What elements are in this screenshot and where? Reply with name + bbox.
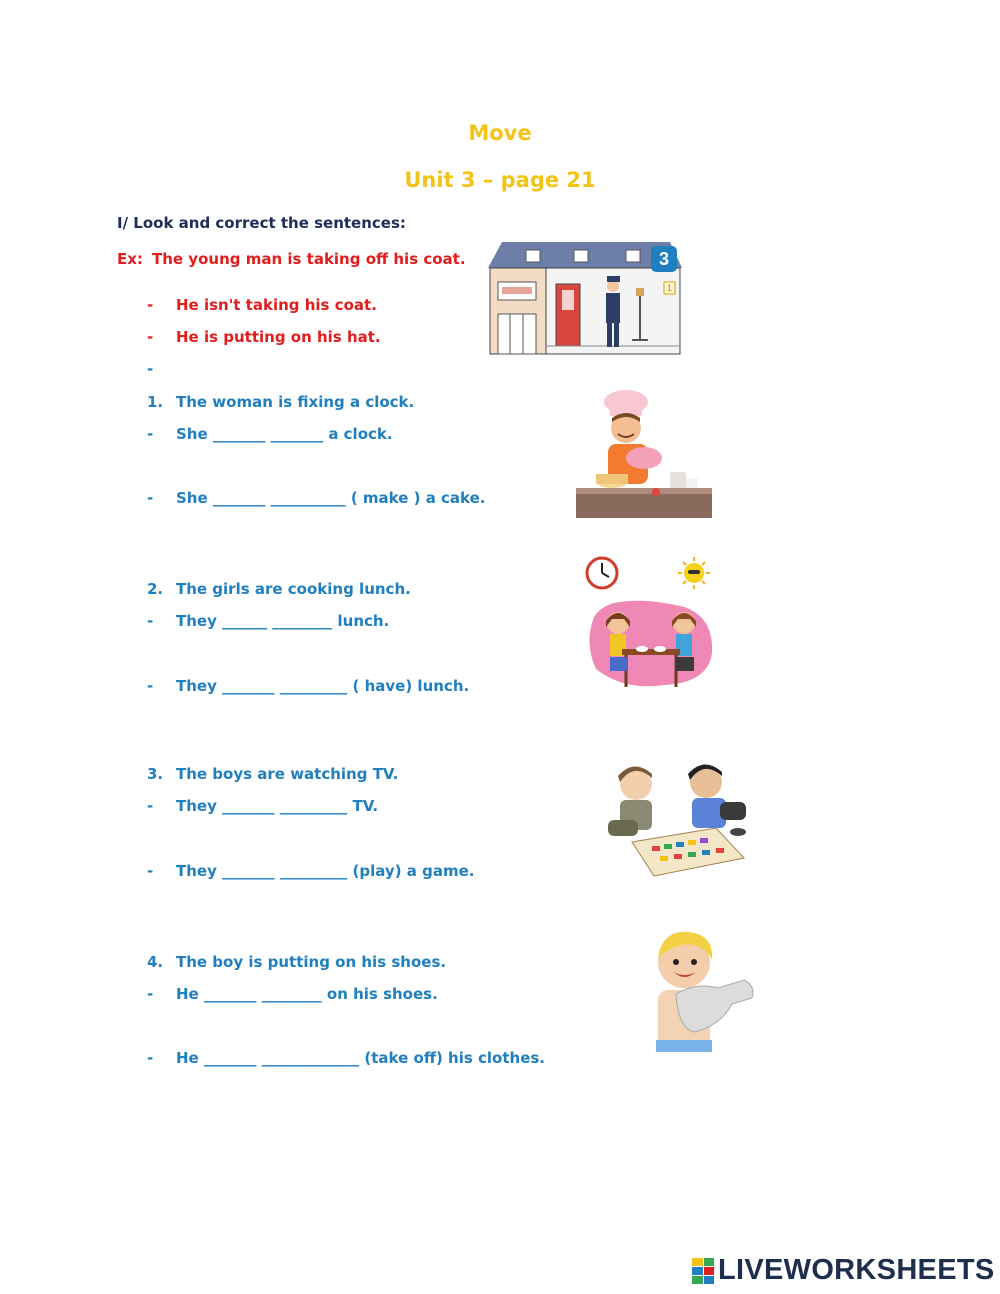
item-number: 3.	[147, 765, 164, 783]
dash-marker: -	[147, 797, 154, 815]
dash-marker: -	[147, 612, 154, 630]
item-sentence: The boy is putting on his shoes.	[176, 953, 447, 971]
house-illustration	[486, 238, 684, 356]
example-label: Ex:	[117, 250, 143, 268]
item-number: 2.	[147, 580, 164, 598]
example-sentence: The young man is taking off his coat.	[152, 250, 466, 268]
answer-line[interactable]: He _______ ________ on his shoes.	[176, 985, 438, 1003]
boy-clothes-illustration	[648, 928, 758, 1054]
logo-text: LIVEWORKSHEETS	[718, 1254, 995, 1286]
page-subtitle: Unit 3 – page 21	[404, 168, 596, 192]
example-answer-2: He is putting on his hat.	[176, 328, 381, 346]
instruction-heading: I/ Look and correct the sentences:	[117, 214, 406, 232]
dash-marker: -	[147, 296, 154, 314]
answer-line[interactable]: They ______ ________ lunch.	[176, 612, 390, 630]
answer-line[interactable]: She _______ __________ ( make ) a cake.	[176, 489, 486, 507]
house-small-badge: 1	[666, 283, 673, 293]
clock-icon	[584, 555, 624, 591]
sun-icon	[676, 556, 712, 590]
answer-line[interactable]: They _______ _________ (play) a game.	[176, 862, 475, 880]
liveworksheets-logo	[692, 1254, 995, 1287]
answer-line[interactable]: They _______ _________ ( have) lunch.	[176, 677, 470, 695]
item-sentence: The girls are cooking lunch.	[176, 580, 411, 598]
item-sentence: The boys are watching TV.	[176, 765, 399, 783]
item-number: 1.	[147, 393, 164, 411]
empty-dash: -	[147, 360, 154, 378]
dash-marker: -	[147, 1049, 154, 1067]
dash-marker: -	[147, 677, 154, 695]
item-sentence: The woman is fixing a clock.	[176, 393, 415, 411]
answer-line[interactable]: He _______ _____________ (take off) his clothes.	[176, 1049, 546, 1067]
answer-line[interactable]: She _______ _______ a clock.	[176, 425, 393, 443]
page-title: Move	[468, 121, 532, 145]
item-number: 4.	[147, 953, 164, 971]
answer-line[interactable]: They _______ _________ TV.	[176, 797, 379, 815]
dash-marker: -	[147, 862, 154, 880]
boys-game-illustration	[604, 762, 750, 880]
example-answer-1: He isn't taking his coat.	[176, 296, 377, 314]
logo-mark-icon	[692, 1258, 714, 1284]
house-badge: 3	[658, 249, 670, 269]
dash-marker: -	[147, 985, 154, 1003]
cook-illustration	[574, 388, 714, 522]
dash-marker: -	[147, 425, 154, 443]
dash-marker: -	[147, 489, 154, 507]
girls-lunch-illustration	[584, 597, 714, 691]
dash-marker: -	[147, 328, 154, 346]
